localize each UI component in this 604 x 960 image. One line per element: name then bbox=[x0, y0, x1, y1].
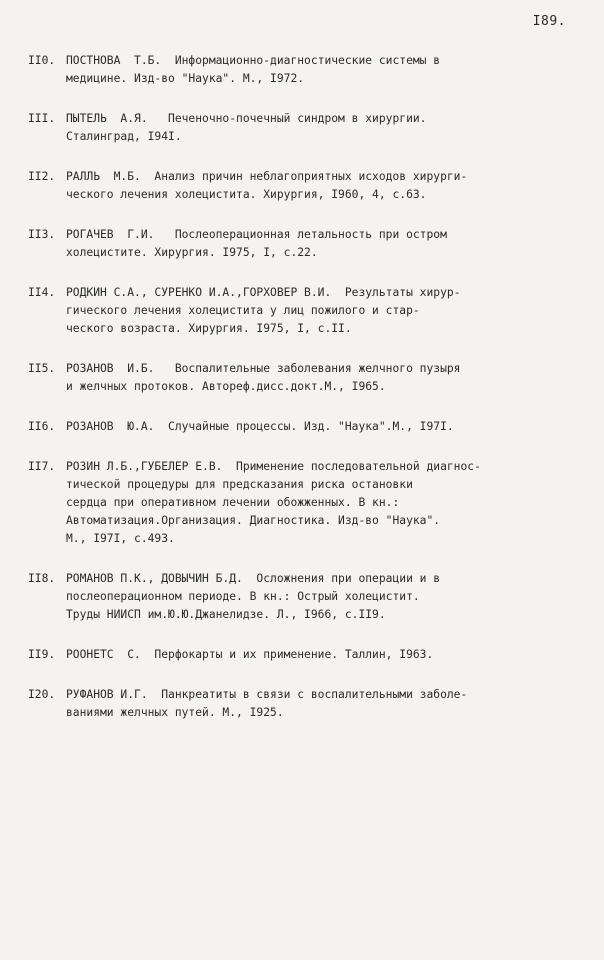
reference-line: ПЫТЕЛЬ А.Я. Печеночно-почечный синдром в хирургии. bbox=[66, 112, 427, 125]
reference-line: Сталинград, I94I. bbox=[66, 130, 182, 143]
reference-text bbox=[66, 686, 584, 722]
reference-entry bbox=[28, 570, 584, 624]
reference-line: ваниями желчных путей. М., I925. bbox=[66, 706, 284, 719]
reference-list bbox=[28, 52, 584, 744]
reference-entry bbox=[28, 168, 584, 204]
reference-entry bbox=[28, 360, 584, 396]
reference-line: послеоперационном периоде. В кн.: Острый холецистит. bbox=[66, 590, 420, 603]
reference-line: холецистите. Хирургия. I975, I, с.22. bbox=[66, 246, 318, 259]
reference-line: РООНЕТС С. Перфокарты и их применение. Таллин, I963. bbox=[66, 648, 434, 661]
reference-number: II8. bbox=[28, 572, 56, 585]
reference-line: РАЛЛЬ М.Б. Анализ причин неблагоприятных исходов хирурги- bbox=[66, 170, 468, 183]
reference-text bbox=[66, 458, 584, 548]
reference-text bbox=[66, 110, 584, 146]
reference-line: РОЗИН Л.Б.,ГУБЕЛЕР Е.В. Применение последовательной диагнос- bbox=[66, 460, 481, 473]
reference-line: тической процедуры для предсказания риска остановки bbox=[66, 478, 413, 491]
reference-text bbox=[66, 168, 584, 204]
reference-entry bbox=[28, 418, 584, 436]
reference-line: сердца при оперативном лечении обожженных. В кн.: bbox=[66, 496, 400, 509]
reference-line: гического лечения холецистита у лиц пожилого и стар- bbox=[66, 304, 420, 317]
reference-number: II2. bbox=[28, 170, 56, 183]
reference-text bbox=[66, 570, 584, 624]
reference-line: РОЗАНОВ Ю.А. Случайные процессы. Изд. "Наука".М., I97I. bbox=[66, 420, 454, 433]
page-number: I89. bbox=[532, 14, 566, 29]
reference-number: III. bbox=[28, 112, 56, 125]
reference-number: II4. bbox=[28, 286, 56, 299]
reference-text bbox=[66, 226, 584, 262]
reference-text bbox=[66, 52, 584, 88]
reference-text bbox=[66, 418, 584, 436]
reference-entry bbox=[28, 110, 584, 146]
reference-number: II0. bbox=[28, 54, 56, 67]
reference-entry bbox=[28, 646, 584, 664]
reference-line: медицине. Изд-во "Наука". М., I972. bbox=[66, 72, 305, 85]
reference-number: II6. bbox=[28, 420, 56, 433]
reference-line: ческого возраста. Хирургия. I975, I, с.II. bbox=[66, 322, 352, 335]
reference-number: II5. bbox=[28, 362, 56, 375]
reference-number: I20. bbox=[28, 688, 56, 701]
reference-line: РУФАНОВ И.Г. Панкреатиты в связи с воспалительными заболе- bbox=[66, 688, 468, 701]
reference-entry bbox=[28, 284, 584, 338]
reference-line: М., I97I, с.493. bbox=[66, 532, 175, 545]
reference-line: и желчных протоков. Автореф.дисс.докт.М., I965. bbox=[66, 380, 386, 393]
reference-number: II7. bbox=[28, 460, 56, 473]
reference-line: Автоматизация.Организация. Диагностика. Изд-во "Наука". bbox=[66, 514, 441, 527]
reference-line: РОЗАНОВ И.Б. Воспалительные заболевания желчного пузыря bbox=[66, 362, 461, 375]
reference-line: РОГАЧЕВ Г.И. Послеоперационная летальность при остром bbox=[66, 228, 447, 241]
reference-number: II3. bbox=[28, 228, 56, 241]
reference-line: ПОСТНОВА Т.Б. Информационно-диагностические системы в bbox=[66, 54, 441, 67]
reference-line: ческого лечения холецистита. Хирургия, I960, 4, с.63. bbox=[66, 188, 427, 201]
reference-entry bbox=[28, 52, 584, 88]
reference-text bbox=[66, 360, 584, 396]
reference-text bbox=[66, 646, 584, 664]
reference-number: II9. bbox=[28, 648, 56, 661]
reference-entry bbox=[28, 226, 584, 262]
reference-text bbox=[66, 284, 584, 338]
reference-line: РОДКИН С.А., СУРЕНКО И.А.,ГОРХОВЕР В.И. Результаты хирур- bbox=[66, 286, 461, 299]
reference-line: Труды НИИСП им.Ю.Ю.Джанелидзе. Л., I966, с.II9. bbox=[66, 608, 386, 621]
reference-entry bbox=[28, 686, 584, 722]
reference-entry bbox=[28, 458, 584, 548]
reference-line: РОМАНОВ П.К., ДОВЫЧИН Б.Д. Осложнения при операции и в bbox=[66, 572, 441, 585]
